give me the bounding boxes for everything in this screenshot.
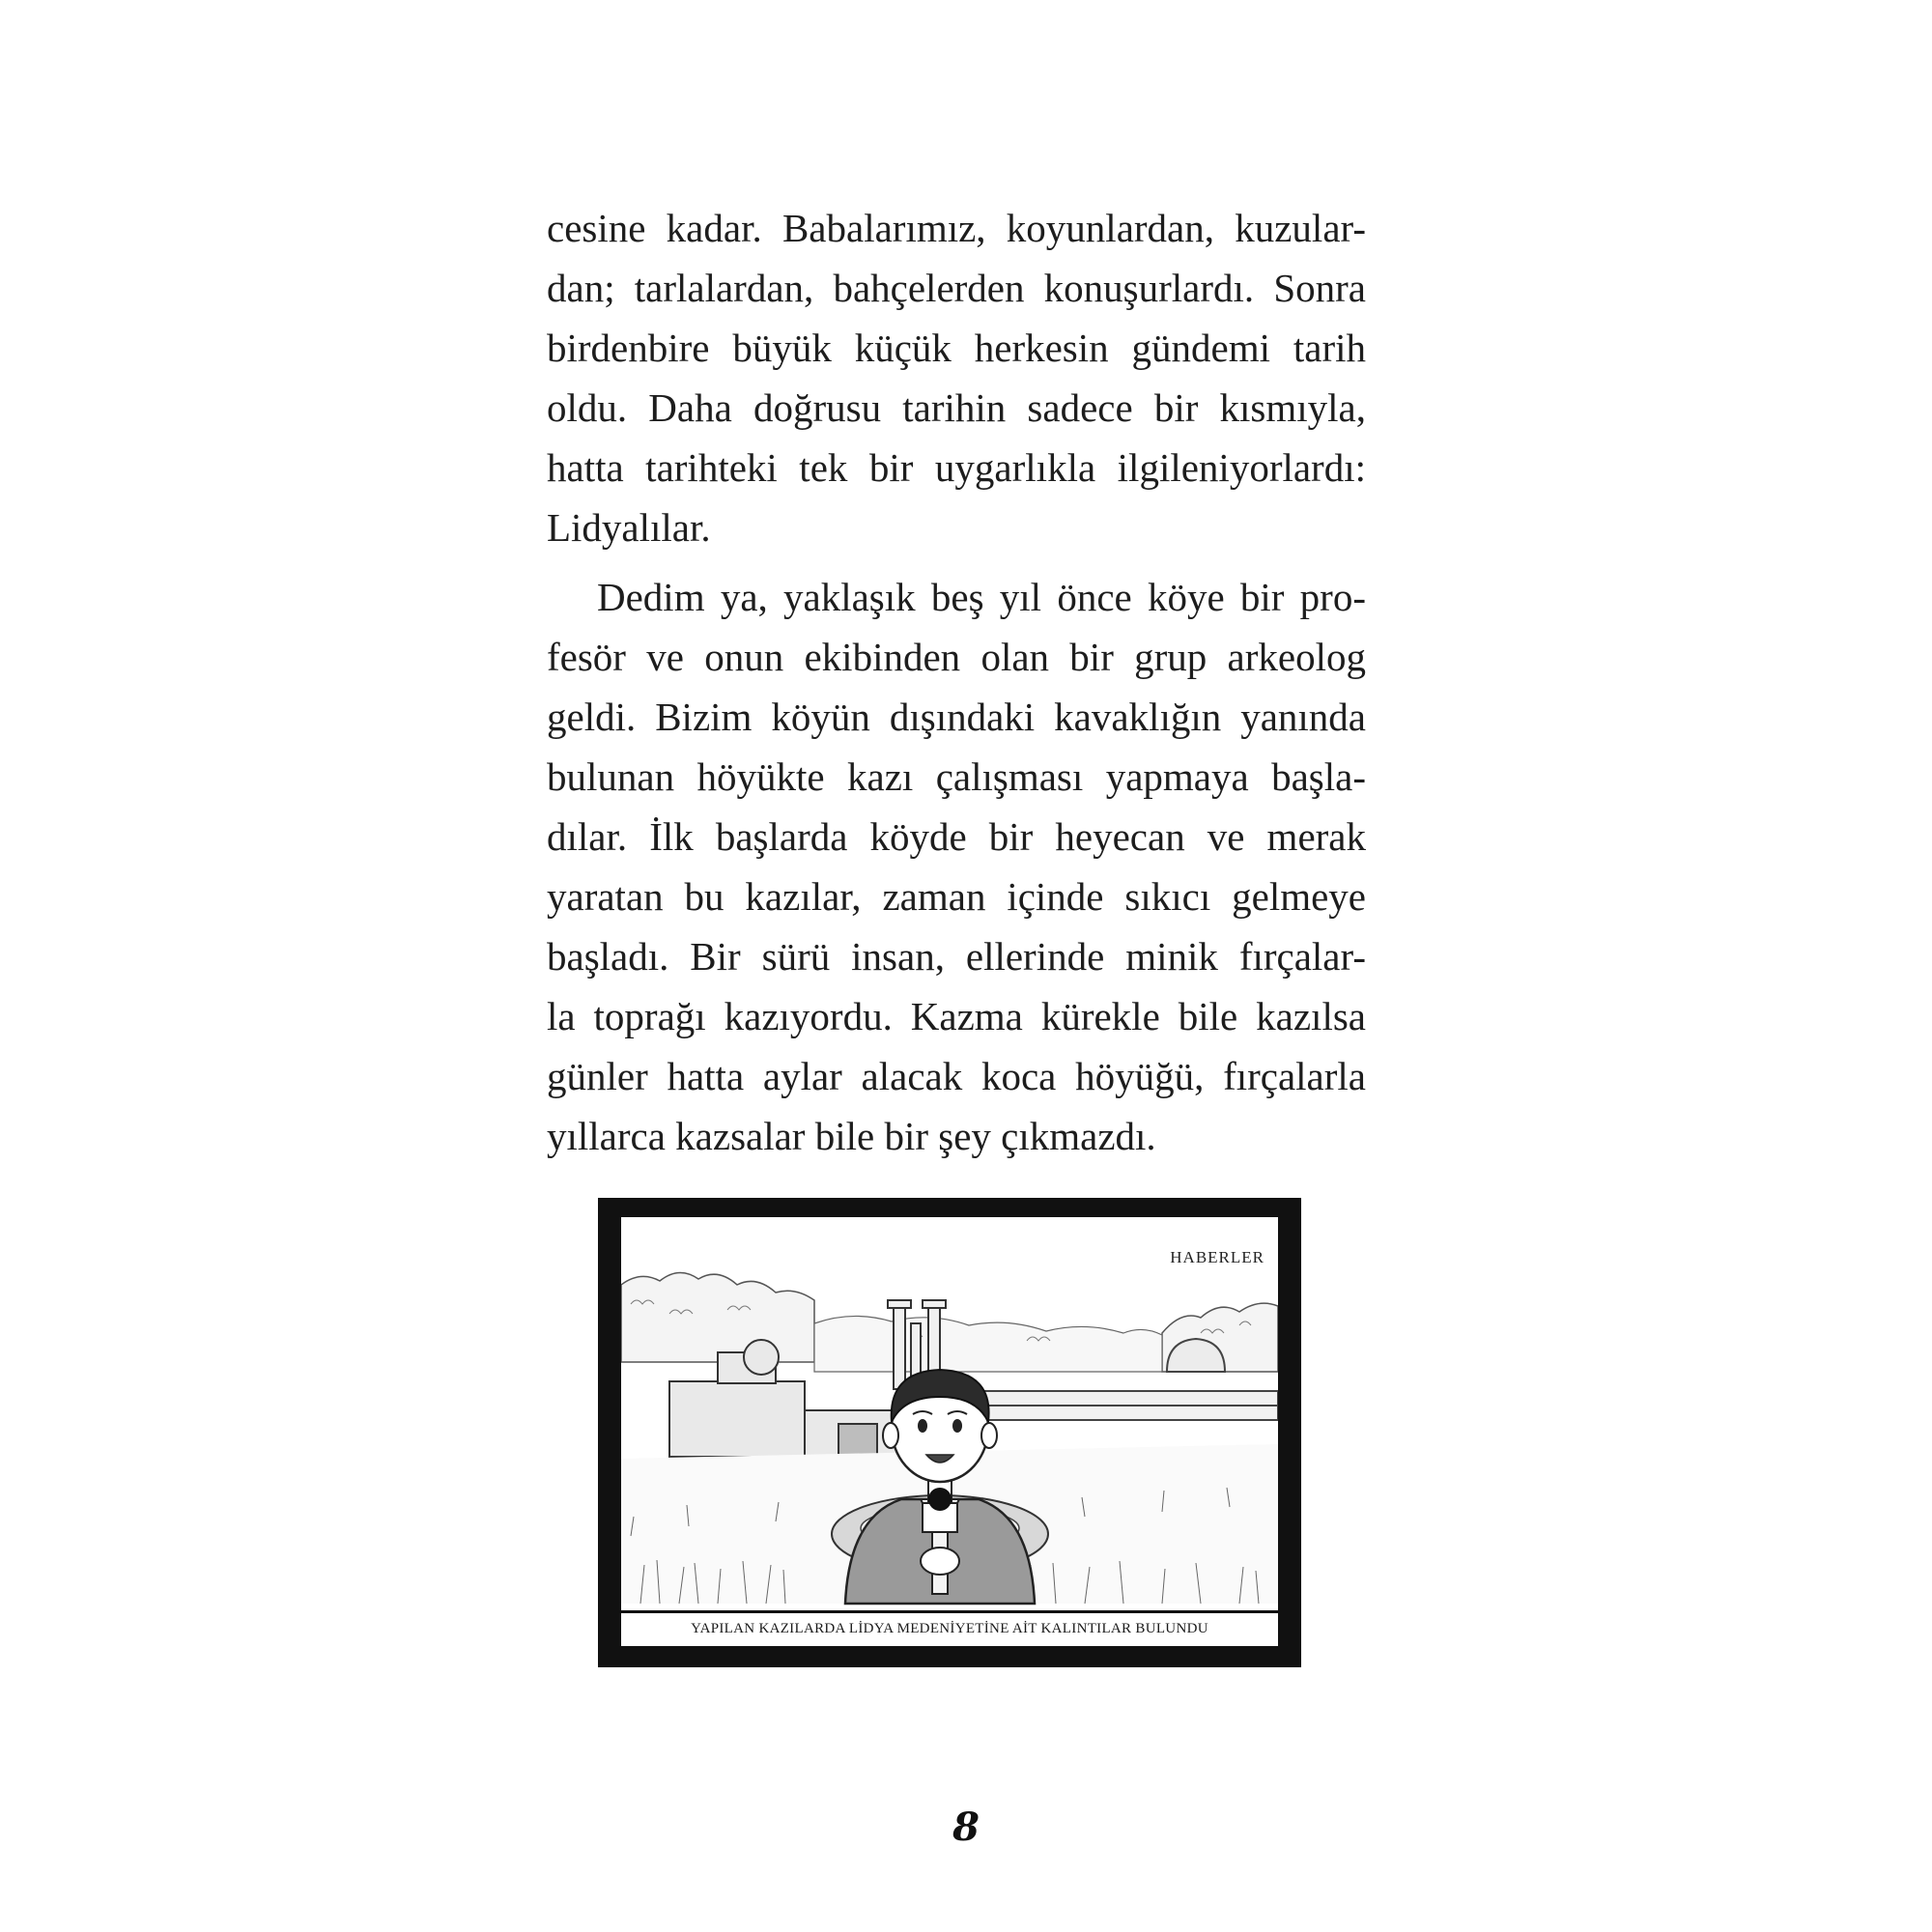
text-line: yıllarca kazsalar bile bir şey çıkmazdı. xyxy=(547,1114,1156,1158)
text-line: oldu. Daha doğrusu tarihin sadece bir kısmıyla, xyxy=(547,385,1366,430)
body-text xyxy=(547,198,1366,1166)
text-line: başladı. Bir sürü insan, ellerinde minik fırçalar- xyxy=(547,934,1366,979)
paragraph-gap xyxy=(547,557,1366,567)
text-line: yaratan bu kazılar, zaman içinde sıkıcı gelmeye xyxy=(547,874,1366,919)
text-line: birdenbire büyük küçük herkesin gündemi tarih xyxy=(547,326,1366,370)
text-line: cesine kadar. Babalarımız, koyunlardan, kuzular- xyxy=(547,206,1366,250)
text-line: dılar. İlk başlarda köyde bir heyecan ve merak xyxy=(547,814,1366,859)
text-line: Dedim ya, yaklaşık beş yıl önce köye bir pro- xyxy=(597,575,1366,619)
text-line: hatta tarihteki tek bir uygarlıkla ilgileniyorlardı: xyxy=(547,445,1366,490)
tv-news-illustration xyxy=(598,1198,1301,1667)
text-line: geldi. Bizim köyün dışındaki kavaklığın yanında xyxy=(547,695,1366,739)
text-line: günler hatta aylar alacak koca höyüğü, fırçalarla xyxy=(547,1054,1366,1098)
text-line: fesör ve onun ekibinden olan bir grup arkeolog xyxy=(547,635,1366,679)
channel-label: HABERLER xyxy=(1170,1248,1264,1266)
excavation-scene-drawing xyxy=(621,1217,1278,1646)
text-line: dan; tarlalardan, bahçelerden konuşurlardı. Sonra xyxy=(547,266,1366,310)
news-ticker: YAPILAN KAZILARDA LİDYA MEDENİYETİNE AİT KALINTILAR BULUNDU xyxy=(621,1610,1278,1646)
text-line: la toprağı kazıyordu. Kazma kürekle bile kazılsa xyxy=(547,994,1366,1038)
text-line: bulunan höyükte kazı çalışması yapmaya başla- xyxy=(547,754,1366,799)
tv-screen xyxy=(621,1217,1278,1646)
page-number: 8 xyxy=(952,1804,980,1850)
text-line: Lidyalılar. xyxy=(547,505,711,550)
